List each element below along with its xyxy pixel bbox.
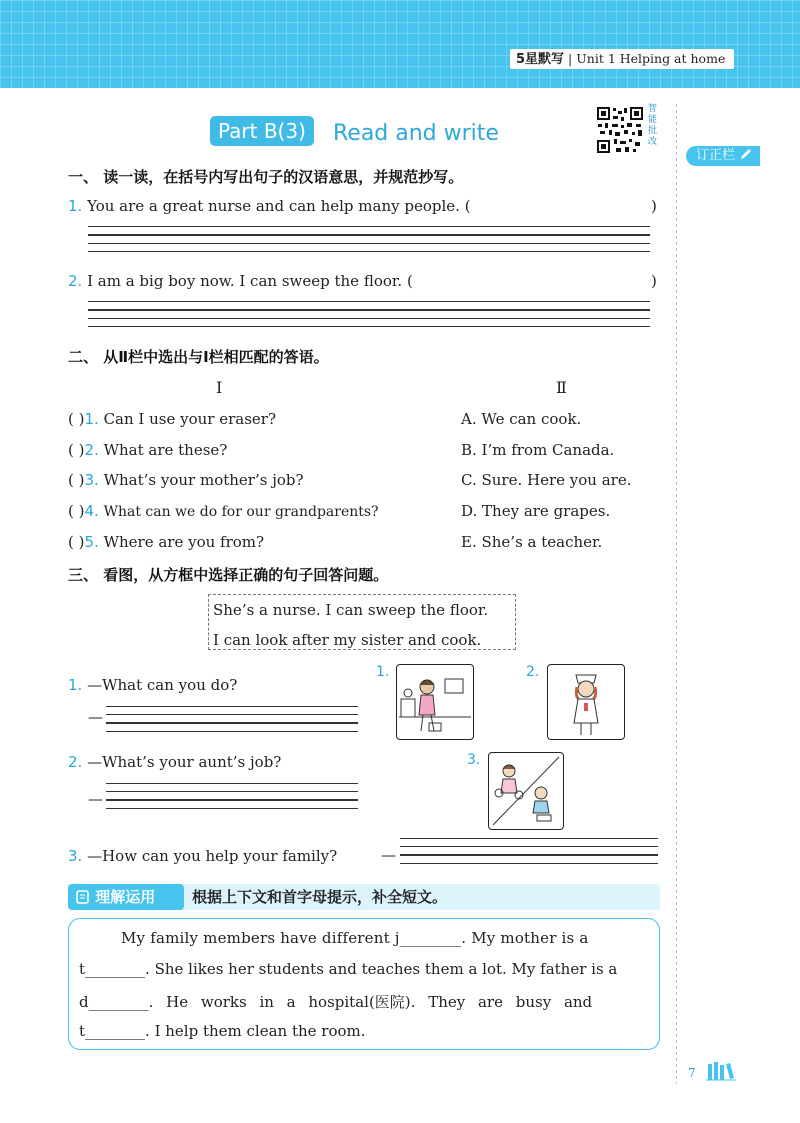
header-banner: [0, 0, 800, 88]
match-row[interactable]: ( )3. What’s your mother’s job?: [68, 471, 304, 489]
qr-code-icon[interactable]: [596, 106, 644, 154]
passage-line: t________. She likes her students and teaches them a lot. My father is a: [79, 960, 618, 978]
section3-heading: 三、 看图，从方框中选择正确的句子回答问题。: [68, 566, 389, 584]
children-helping-picture: [488, 752, 564, 830]
passage-line: t________. I help them clean the room.: [79, 1022, 366, 1040]
section3-question-3: 3. —How can you help your family?: [68, 847, 338, 865]
answer-lines-2[interactable]: [106, 783, 358, 816]
passage-line: d________. He works in a hospital(医院). They are busy and: [79, 993, 593, 1011]
margin-divider: [676, 104, 677, 1084]
correction-tab: 订正栏: [686, 146, 760, 166]
match-answer: B. I’m from Canada.: [461, 441, 615, 459]
match-row[interactable]: ( )1. Can I use your eraser?: [68, 410, 277, 428]
match-answer: C. Sure. Here you are.: [461, 471, 632, 489]
comprehension-banner: [68, 884, 660, 910]
picture-label-3: 3.: [467, 752, 481, 768]
note-icon: [76, 890, 90, 904]
writing-lines-2[interactable]: [88, 301, 650, 334]
match-row[interactable]: ( )4. What can we do for our grandparents?: [68, 502, 379, 520]
match-row[interactable]: ( )5. Where are you from?: [68, 533, 265, 551]
pencil-icon: [739, 147, 753, 161]
topic-title: Read and write: [332, 121, 499, 146]
answer-lines-1[interactable]: [106, 706, 358, 739]
section1-item-2-close: ): [651, 272, 657, 290]
answer-dash: —: [88, 708, 103, 726]
books-icon: [706, 1060, 736, 1082]
page-title: [210, 116, 499, 148]
match-answer: E. She’s a teacher.: [461, 533, 603, 551]
nurse-picture: [547, 664, 625, 740]
comprehension-tag: 理解运用: [68, 884, 184, 910]
match-answer: A. We can cook.: [461, 410, 582, 428]
picture-label-2: 2.: [526, 664, 540, 680]
part-badge: Part B(3): [210, 116, 314, 146]
section1-item-2: 2. I am a big boy now. I can sweep the floor. (: [68, 272, 413, 290]
section1-heading: 一、 读一读，在括号内写出句子的汉语意思，并规范抄写。: [68, 168, 464, 186]
match-row[interactable]: ( )2. What are these?: [68, 441, 228, 459]
section3-question-1: 1. —What can you do?: [68, 676, 238, 694]
unit-label: 5星默写 | Unit 1 Helping at home: [510, 49, 734, 69]
comprehension-instruction: 根据上下文和首字母提示，补全短文。: [192, 888, 448, 906]
answer-dash: —: [88, 790, 103, 808]
match-answer: D. They are grapes.: [461, 502, 611, 520]
section3-question-2: 2. —What’s your aunt’s job?: [68, 753, 282, 771]
passage-line: My family members have different j________. My mother is a: [121, 929, 589, 947]
picture-label-1: 1.: [376, 664, 390, 680]
cloze-passage[interactable]: [68, 918, 660, 1050]
page-number: 7: [688, 1066, 696, 1080]
sentence-box: She’s a nurse. I can sweep the floor. I can look after my sister and cook.: [208, 594, 516, 650]
writing-lines-1[interactable]: [88, 226, 650, 259]
answer-dash: —: [381, 846, 396, 864]
column-2-label: Ⅱ: [556, 378, 567, 397]
smart-grading-label: 智能批改: [648, 104, 658, 147]
answer-lines-3[interactable]: [400, 838, 658, 871]
column-1-label: Ⅰ: [216, 378, 223, 397]
girl-cooking-picture: [396, 664, 474, 740]
section1-item-1: 1. You are a great nurse and can help many people. (: [68, 197, 471, 215]
section1-item-1-close: ): [651, 197, 657, 215]
section2-heading: 二、 从Ⅱ栏中选出与Ⅰ栏相匹配的答语。: [68, 348, 329, 366]
